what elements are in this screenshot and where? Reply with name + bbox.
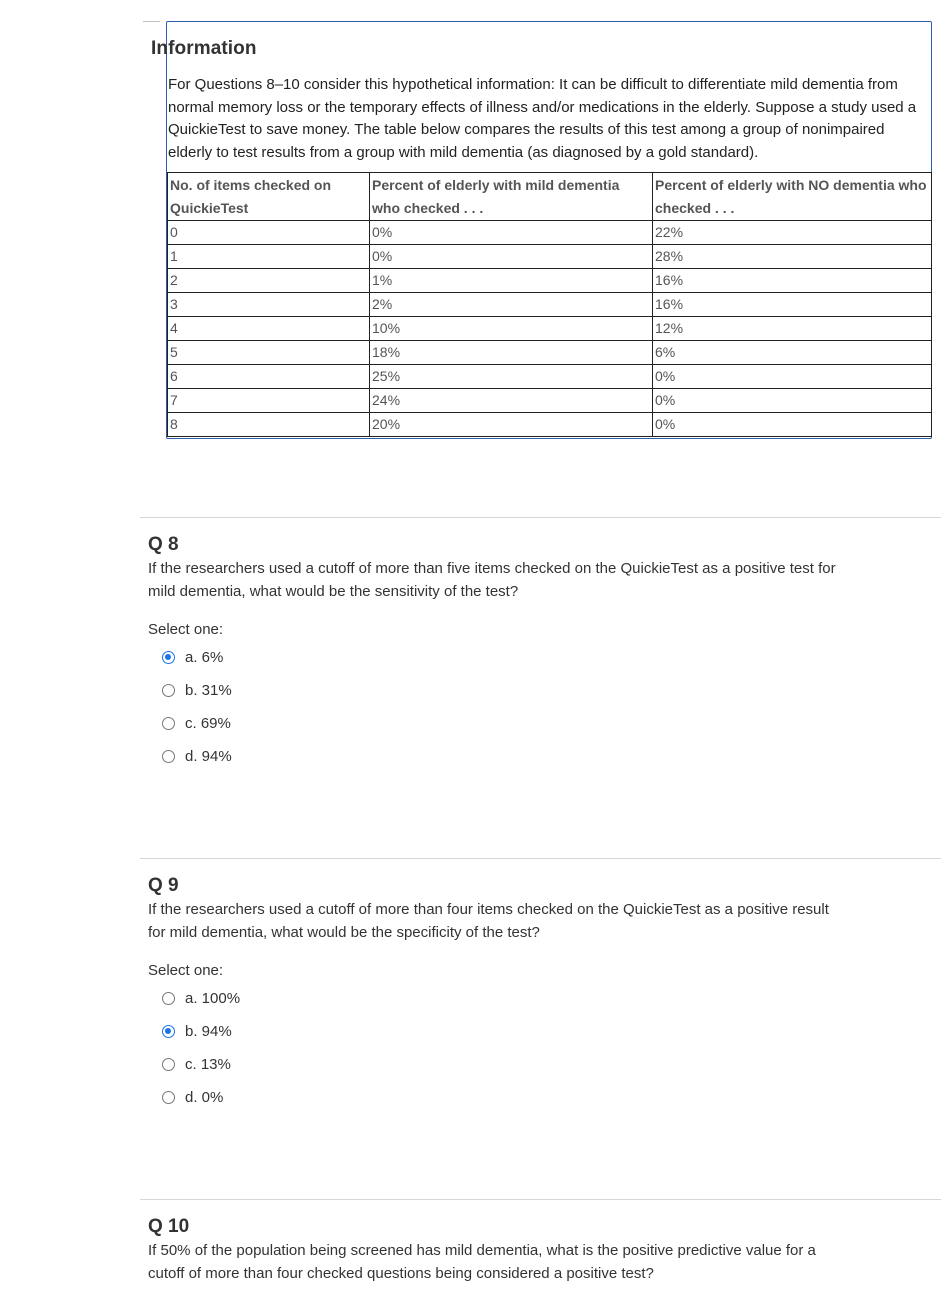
table-cell: 4: [168, 317, 370, 341]
table-cell: 2%: [370, 293, 653, 317]
table-cell: 25%: [370, 365, 653, 389]
table-row: [168, 341, 932, 365]
radio-button[interactable]: [162, 1025, 175, 1038]
radio-button[interactable]: [162, 717, 175, 730]
table-row: [168, 389, 932, 413]
table-header: Percent of elderly with mild dementia who checked . . .: [370, 173, 653, 221]
table-row: [168, 365, 932, 389]
table-row: [168, 413, 932, 437]
question-text: If the researchers used a cutoff of more than five items checked on the QuickieTest as a positive test for mild dementia, what would be the sensitivity of the test?: [148, 560, 836, 600]
table-cell: 1%: [370, 269, 653, 293]
table-cell: 3: [168, 293, 370, 317]
option-label: c. 69%: [185, 714, 231, 732]
option-label: a. 100%: [185, 989, 241, 1007]
select-one-label: Select one:: [148, 962, 224, 979]
radio-button[interactable]: [162, 1091, 175, 1104]
table-header: Percent of elderly with NO dementia who checked . . .: [653, 173, 932, 221]
table-row: [168, 293, 932, 317]
table-cell: 22%: [653, 221, 932, 245]
table-cell: 2: [168, 269, 370, 293]
option-label: b. 31%: [185, 681, 232, 699]
option-label: d. 94%: [185, 747, 232, 765]
table-row: [168, 221, 932, 245]
question-title: Q 8: [148, 534, 179, 555]
table-cell: 1: [168, 245, 370, 269]
select-one-label: Select one:: [148, 621, 224, 638]
answer-option-d[interactable]: [162, 746, 232, 766]
information-heading: Information: [151, 38, 257, 59]
table-cell: 24%: [370, 389, 653, 413]
radio-button[interactable]: [162, 750, 175, 763]
table-cell: 0%: [653, 389, 932, 413]
answer-option-a[interactable]: [162, 647, 223, 667]
question-divider: [140, 1199, 941, 1200]
table-cell: 8: [168, 413, 370, 437]
option-label: b. 94%: [185, 1022, 232, 1040]
radio-button[interactable]: [162, 684, 175, 697]
table-header: No. of items checked on QuickieTest: [168, 173, 370, 221]
table-cell: 28%: [653, 245, 932, 269]
table-cell: 0%: [653, 365, 932, 389]
table-cell: 5: [168, 341, 370, 365]
table-cell: 16%: [653, 269, 932, 293]
table-cell: 12%: [653, 317, 932, 341]
table-cell: 18%: [370, 341, 653, 365]
table-row: [168, 269, 932, 293]
radio-button[interactable]: [162, 1058, 175, 1071]
table-cell: 6: [168, 365, 370, 389]
results-table: [167, 172, 932, 437]
question-title: Q 9: [148, 875, 179, 896]
question-text: If the researchers used a cutoff of more than four items checked on the QuickieTest as a positive result for mild dementia, what would be the specificity of the test?: [148, 901, 829, 941]
radio-button[interactable]: [162, 992, 175, 1005]
option-label: a. 6%: [185, 648, 224, 666]
answer-option-b[interactable]: [162, 680, 232, 700]
question-text: If 50% of the population being screened has mild dementia, what is the positive predictive value for a cutoff of more than four checked questions being considered a positive test?: [148, 1242, 816, 1282]
table-cell: 16%: [653, 293, 932, 317]
option-label: c. 13%: [185, 1055, 231, 1073]
answer-option-b[interactable]: [162, 1021, 232, 1041]
table-cell: 0%: [370, 221, 653, 245]
table-row: [168, 317, 932, 341]
answer-option-c[interactable]: [162, 713, 231, 733]
table-cell: 6%: [653, 341, 932, 365]
table-header-row: [168, 173, 932, 221]
table-cell: 0%: [653, 413, 932, 437]
table-cell: 10%: [370, 317, 653, 341]
table-row: [168, 245, 932, 269]
table-cell: 0%: [370, 245, 653, 269]
question-divider: [140, 858, 941, 859]
information-text: For Questions 8–10 consider this hypothetical information: It can be difficult to differentiate mild dementia from normal memory loss or the temporary effects of illness and/or medications in the elderly. Suppose a study used a QuickieTest to save money. The table below compares the results of this test among a group of nonimpaired elderly to test results from a group with mild dementia (as diagnosed by a gold standard).: [168, 76, 917, 161]
table-cell: 7: [168, 389, 370, 413]
radio-button[interactable]: [162, 651, 175, 664]
option-label: d. 0%: [185, 1088, 224, 1106]
answer-option-a[interactable]: [162, 988, 240, 1008]
top-divider: [143, 21, 160, 22]
question-title: Q 10: [148, 1216, 190, 1237]
answer-option-c[interactable]: [162, 1054, 231, 1074]
question-divider: [140, 517, 941, 518]
table-cell: 20%: [370, 413, 653, 437]
answer-option-d[interactable]: [162, 1087, 223, 1107]
table-cell: 0: [168, 221, 370, 245]
